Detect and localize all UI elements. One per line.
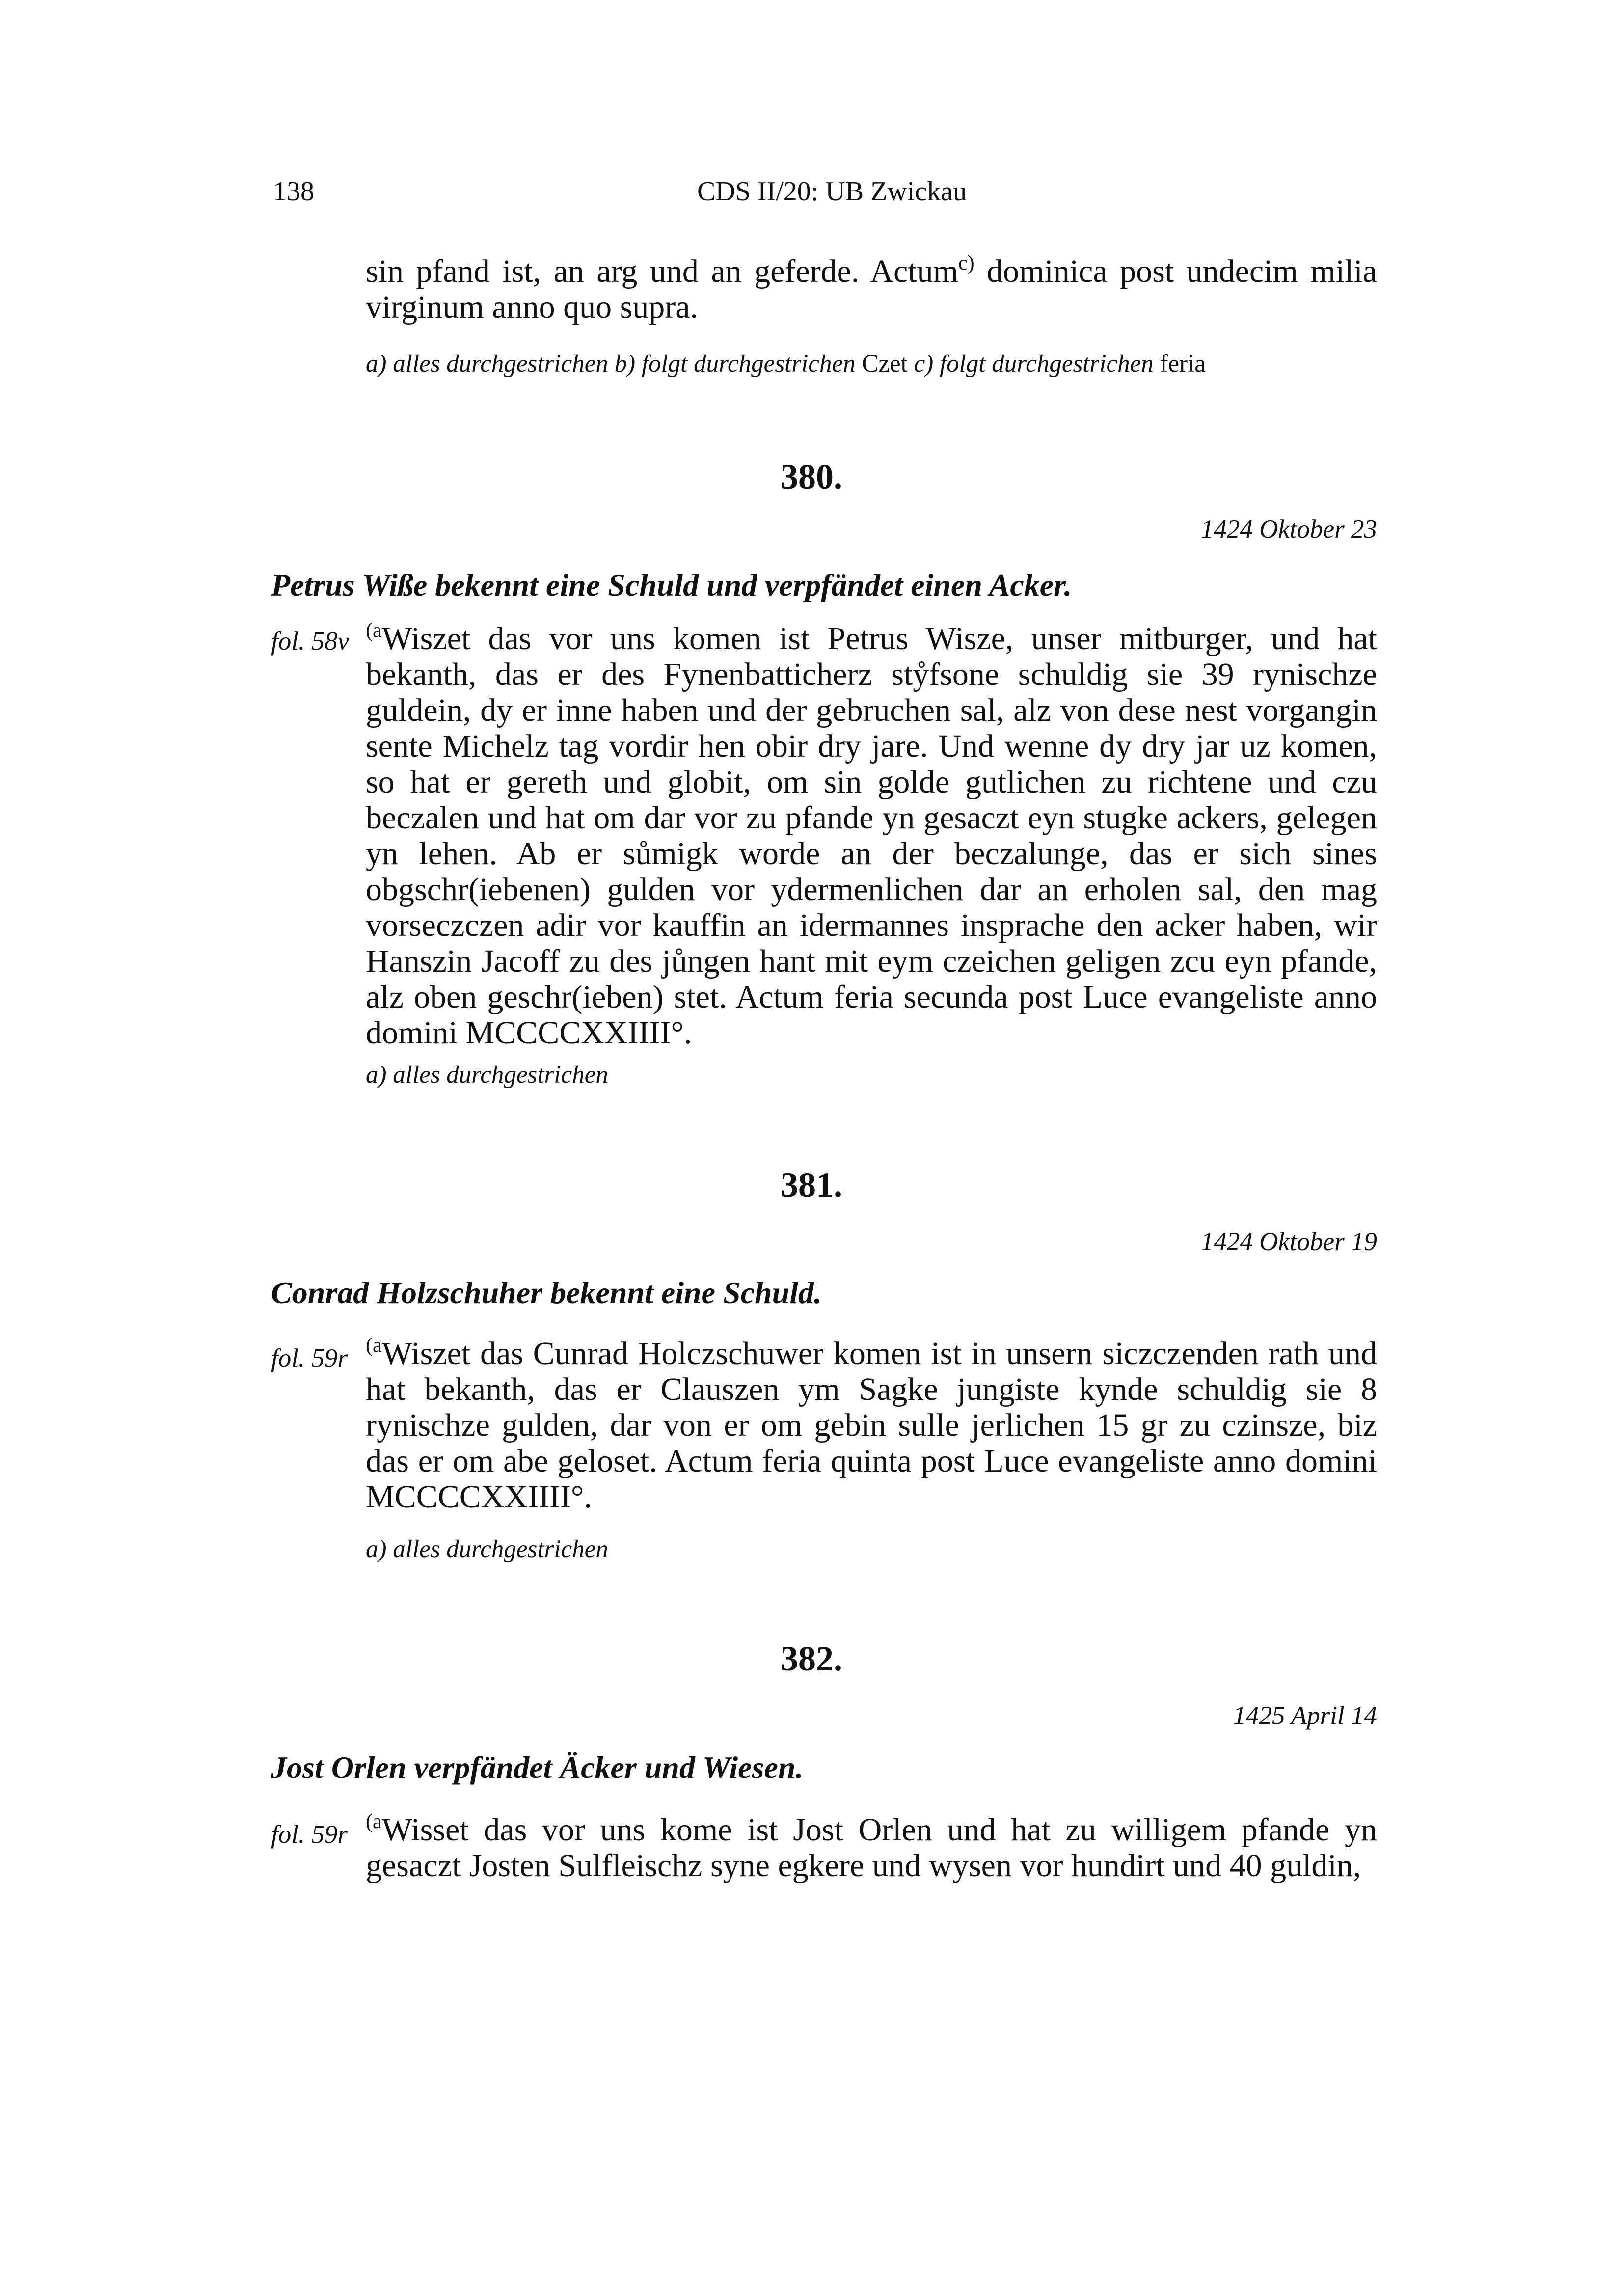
folio-reference: fol. 59r xyxy=(271,1820,348,1849)
running-title: CDS II/20: UB Zwickau xyxy=(697,176,967,207)
entry-text-body: Wiszet das vor uns komen ist Petrus Wisze, unser mitburger, und hat bekanth, das er des Fynenbatticherz stẙfsone schuldig sie 39 rynischze guldein, dy er inne haben und der gebruchen sal, alz von dese nest vorgangin sente Michelz tag vordir hen obir dry jare. Und wenne dy dry jar uz komen, so hat er gereth und globit, om sin golde gutlichen zu richtene und czu beczalen und hat om dar vor zu pfande yn gesaczt eyn stugke ackers, gelegen yn lehen. Ab er sůmigk worde an der beczalunge, das er sich sines obgschr(iebenen) gulden vor ydermenlichen dar an erholen sal, den mag vorseczczen adir vor kauffin an idermannes insprache den acker haben, wir Hanszin Jacoff zu des jůngen hant mit eym czeichen geligen zcu eyn pfande, alz oben geschr(ieben) stet. Actum feria secunda post Luce evangeliste anno domini MCCCCXXIIII°. xyxy=(366,621,1377,1051)
entry-date: 1425 April 14 xyxy=(1233,1701,1377,1730)
footnote-b: b) folgt durchgestrichen xyxy=(614,350,856,378)
entry-number: 382. xyxy=(781,1639,842,1678)
entry-date: 1424 Oktober 19 xyxy=(1200,1228,1377,1256)
continuation-footnotes xyxy=(366,352,1206,377)
footnote-marker-a: (a xyxy=(366,1810,382,1833)
entry-date: 1424 Oktober 23 xyxy=(1200,515,1377,544)
continuation-text-start: sin pfand ist, an arg und an geferde. Actum xyxy=(366,253,958,289)
footnote-marker-a: (a xyxy=(366,619,382,642)
entry-footnote: a) alles durchgestrichen xyxy=(366,1061,608,1089)
footnote-c-word: feria xyxy=(1160,350,1206,378)
footnote-marker-a: (a xyxy=(366,1334,382,1357)
folio-reference: fol. 59r xyxy=(271,1344,348,1372)
entry-text xyxy=(366,621,1377,1051)
continuation-paragraph xyxy=(366,253,1377,325)
entry-text xyxy=(366,1812,1377,1884)
entry-number: 380. xyxy=(781,457,842,496)
entry-text xyxy=(366,1336,1377,1515)
continuation-text-end: dominica post undecim milia virginum anno quo supra. xyxy=(366,253,1377,325)
entry-number: 381. xyxy=(781,1165,842,1204)
entry-title: Petrus Wiße bekennt eine Schuld und verpfändet einen Acker. xyxy=(271,568,1072,602)
footnote-marker-c: c) xyxy=(958,251,974,274)
entry-text-body: Wisset das vor uns kome ist Jost Orlen und hat zu willigem pfande yn gesaczt Josten Sulfleischz syne egkere und wysen vor hundirt und 40 guldin, xyxy=(366,1812,1377,1884)
entry-text-body: Wiszet das Cunrad Holczschuwer komen ist in unsern siczczenden rath und hat bekanth, das er Clauszen ym Sagke jungiste kynde schuldig sie 8 rynischze gulden, dar von er om gebin sulle jerlichen 15 gr zu czinsze, biz das er om abe geloset. Actum feria quinta post Luce evangeliste anno domini MCCCCXXIIII°. xyxy=(366,1336,1377,1515)
footnote-a: a) alles durchgestrichen xyxy=(366,350,608,378)
folio-reference: fol. 58v xyxy=(271,627,349,656)
entry-footnote: a) alles durchgestrichen xyxy=(366,1535,608,1563)
page-number: 138 xyxy=(273,176,314,207)
entry-title: Conrad Holzschuher bekennt eine Schuld. xyxy=(271,1275,822,1310)
footnote-b-word: Czet xyxy=(862,350,908,378)
footnote-c: c) folgt durchgestrichen xyxy=(914,350,1154,378)
entry-title: Jost Orlen verpfändet Äcker und Wiesen. xyxy=(271,1750,804,1785)
